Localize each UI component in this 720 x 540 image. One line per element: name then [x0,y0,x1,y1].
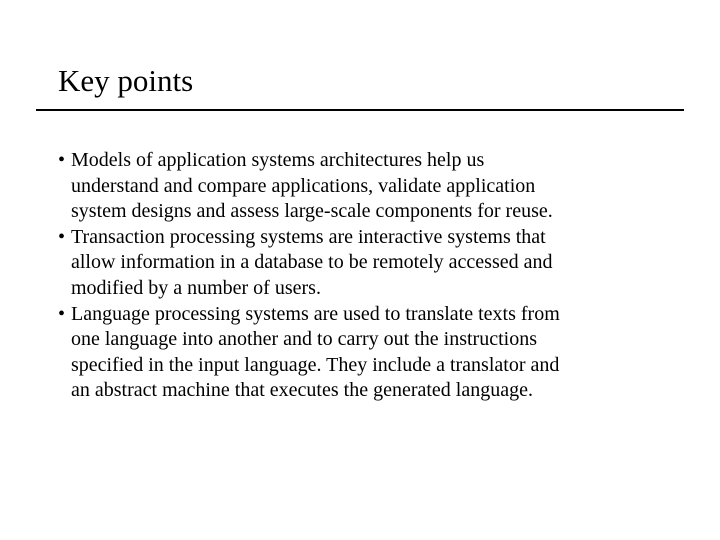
bullet-line: specified in the input language. They include a translator and [71,353,560,376]
bullet-item-language [58,302,678,404]
bullet-line: Language processing systems are used to translate texts from [71,302,560,325]
bullet-line: modified by a number of users. [71,276,321,299]
bullet-line: understand and compare applications, validate application [71,174,536,197]
bullet-line: an abstract machine that executes the generated language. [71,379,533,402]
bullet-dot-icon: • [58,302,66,325]
bullet-line: Transaction processing systems are interactive systems that [71,225,546,248]
bullet-line: one language into another and to carry out the instructions [71,328,537,351]
bullet-item-architectures [58,148,678,225]
bullet-line: Models of application systems architectures help us [71,149,485,171]
bullet-item-transaction [58,225,678,302]
bullet-line: system designs and assess large-scale components for reuse. [71,200,553,223]
slide-title: Key points [58,63,194,98]
bullet-line: allow information in a database to be remotely accessed and [71,251,553,274]
bullet-list [58,148,678,404]
bullet-dot-icon: • [58,149,66,171]
bullet-dot-icon: • [58,225,66,248]
title-divider [36,109,684,111]
